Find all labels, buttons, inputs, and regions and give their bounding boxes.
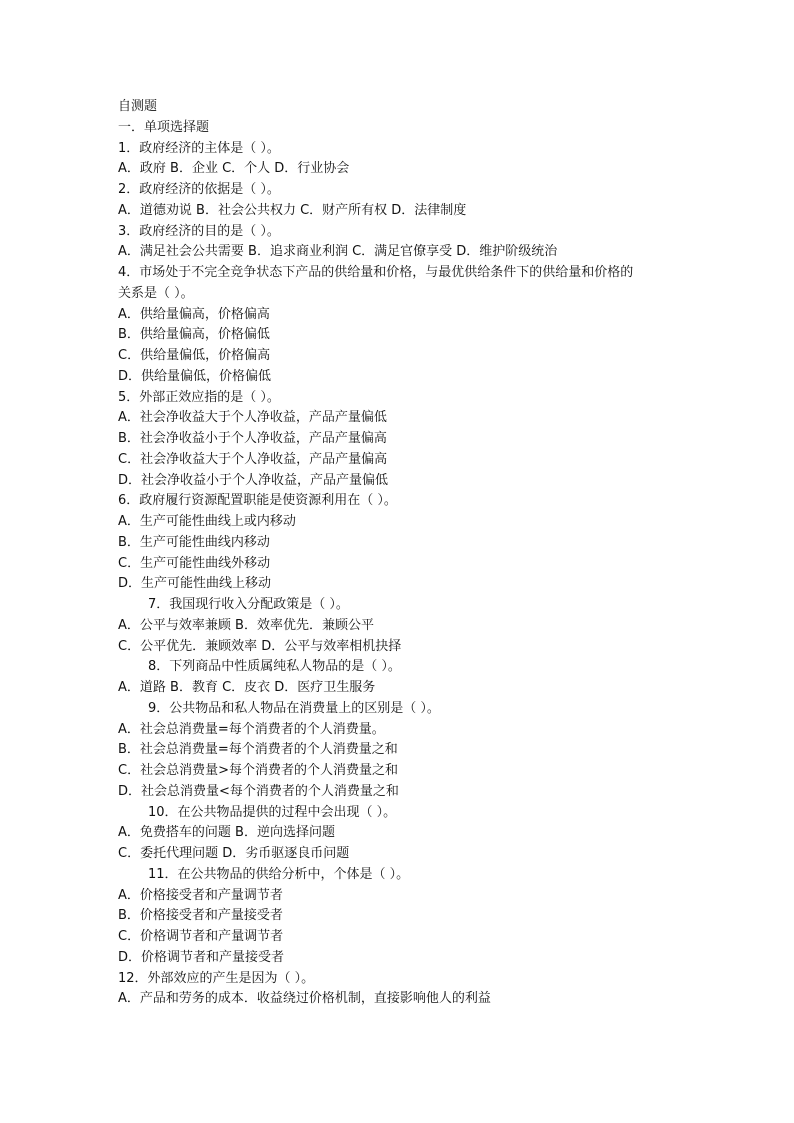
question-4 <box>118 263 718 388</box>
question-12 <box>118 969 718 1011</box>
answer-option: A．社会总消费量=每个消费者的个人消费量。 <box>118 721 385 737</box>
answer-option: A．满足社会公共需要 B．追求商业利润 C．满足官僚享受 D．维护阶级统治 <box>118 244 558 260</box>
section-heading: 一．单项选择题 <box>118 119 210 135</box>
question-5 <box>118 388 718 492</box>
question-list <box>118 139 718 1011</box>
answer-option: B．供给量偏高，价格偏低 <box>118 327 270 343</box>
answer-option: C．公平优先．兼顾效率 D．公平与效率相机抉择 <box>118 638 402 654</box>
question-stem: 9．公共物品和私人物品在消费量上的区别是（ ）。 <box>148 700 440 716</box>
doc-title: 自测题 <box>118 99 158 114</box>
question-7 <box>118 595 718 657</box>
question-stem: 2．政府经济的依据是（ ）。 <box>118 182 280 197</box>
answer-option: C．委托代理问题 D．劣币驱逐良币问题 <box>118 846 350 861</box>
answer-option: A．道德劝说 B．社会公共权力 C．财产所有权 D．法律制度 <box>118 202 467 218</box>
answer-option: C．社会总消费量>每个消费者的个人消费量之和 <box>118 763 398 778</box>
answer-option: B．价格接受者和产量接受者 <box>118 908 283 924</box>
question-stem: 1．政府经济的主体是（ ）。 <box>118 140 280 156</box>
question-3 <box>118 222 718 264</box>
question-stem: 10．在公共物品提供的过程中会出现（ ）。 <box>148 804 397 820</box>
answer-option: C．社会净收益大于个人净收益，产品产量偏高 <box>118 451 388 467</box>
question-11 <box>118 865 718 969</box>
question-stem: 6．政府履行资源配置职能是使资源利用在（ ）。 <box>118 493 397 509</box>
question-stem: 12．外部效应的产生是因为（ ）。 <box>118 970 315 986</box>
answer-option: B．社会净收益小于个人净收益，产品产量偏高 <box>118 431 387 446</box>
question-9 <box>118 699 718 803</box>
question-6 <box>118 491 718 595</box>
question-8 <box>118 657 718 699</box>
answer-option: A．道路 B．教育 C．皮衣 D．医疗卫生服务 <box>118 680 376 695</box>
question-2 <box>118 180 718 222</box>
question-stem: 8．下列商品中性质属纯私人物品的是（ ）。 <box>148 659 401 675</box>
document-page <box>118 97 718 1010</box>
answer-option: A．产品和劳务的成本．收益绕过价格机制，直接影响他人的利益 <box>118 991 491 1007</box>
question-1 <box>118 139 718 181</box>
answer-option: A．生产可能性曲线上或内移动 <box>118 514 296 529</box>
answer-option: A．政府 B．企业 C．个人 D．行业协会 <box>118 161 350 177</box>
question-stem: 5．外部正效应指的是（ ）。 <box>118 389 280 405</box>
question-stem: 关系是（ ）。 <box>118 285 194 301</box>
answer-option: D．生产可能性曲线上移动 <box>118 576 272 592</box>
question-stem: 3．政府经济的目的是（ ）。 <box>118 223 280 239</box>
answer-option: C．生产可能性曲线外移动 <box>118 555 271 571</box>
question-stem: 7．我国现行收入分配政策是（ ）。 <box>148 597 349 612</box>
answer-option: D．价格调节者和产量接受者 <box>118 949 285 965</box>
question-stem: 4．市场处于不完全竞争状态下产品的供给量和价格，与最优供给条件下的供给量和价格的 <box>118 265 634 280</box>
answer-option: A．公平与效率兼顾 B．效率优先．兼顾公平 <box>118 617 374 633</box>
answer-option: D．社会净收益小于个人净收益，产品产量偏低 <box>118 472 389 488</box>
answer-option: D．供给量偏低，价格偏低 <box>118 368 272 384</box>
answer-option: B．社会总消费量=每个消费者的个人消费量之和 <box>118 742 398 758</box>
question-10 <box>118 803 718 865</box>
question-stem: 11．在公共物品的供给分析中，个体是（ ）。 <box>148 866 410 882</box>
answer-option: A．免费搭车的问题 B．逆向选择问题 <box>118 825 335 841</box>
answer-option: C．供给量偏低，价格偏高 <box>118 348 271 363</box>
answer-option: B．生产可能性曲线内移动 <box>118 534 270 550</box>
answer-option: D．社会总消费量<每个消费者的个人消费量之和 <box>118 783 399 799</box>
answer-option: A．供给量偏高，价格偏高 <box>118 306 270 322</box>
answer-option: A．价格接受者和产量调节者 <box>118 887 283 903</box>
answer-option: A．社会净收益大于个人净收益，产品产量偏低 <box>118 410 387 426</box>
answer-option: C．价格调节者和产量调节者 <box>118 929 284 944</box>
